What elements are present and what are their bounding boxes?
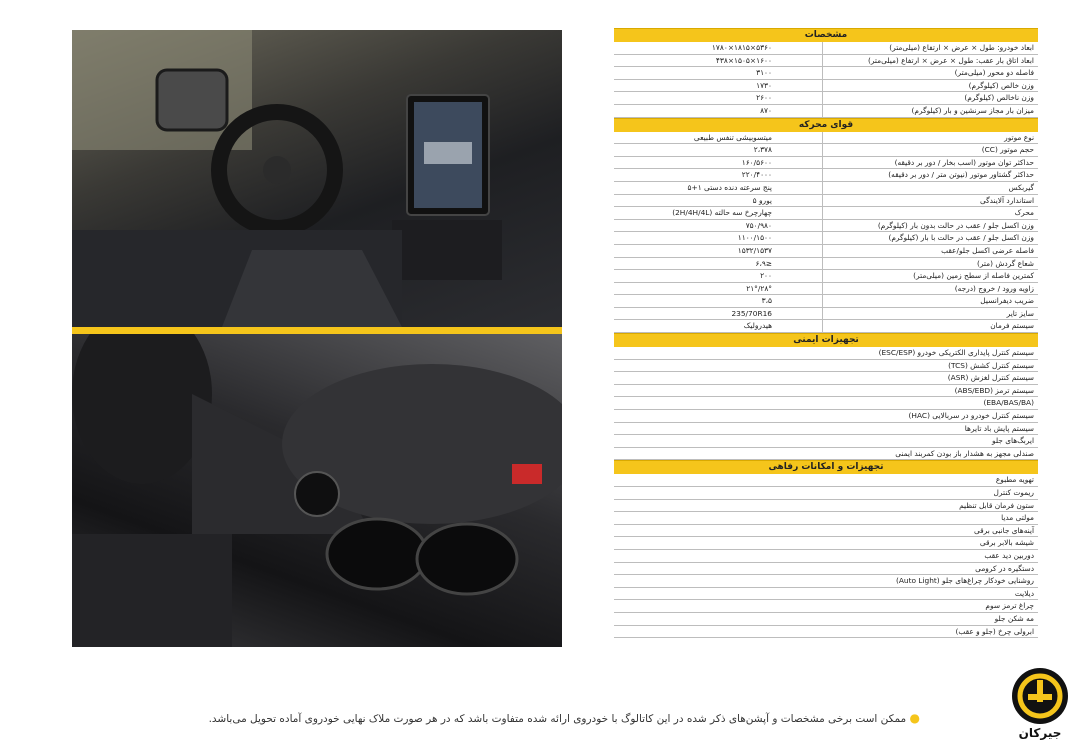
feature-label: صندلی مجهز به هشدار باز بودن کمربند ایمنی xyxy=(895,448,1034,458)
specs-section xyxy=(614,28,1038,118)
spec-row xyxy=(614,258,1038,271)
spec-row xyxy=(614,195,1038,208)
feature-row xyxy=(614,613,1038,626)
spec-label: میزان بار مجاز سرنشین و بار (کیلوگرم) xyxy=(822,105,1038,117)
spec-label: استاندارد آلایندگی xyxy=(822,195,1038,207)
spec-label: حداکثر گشتاور موتور (نیوتن متر / دور بر دقیقه) xyxy=(822,169,1038,181)
feature-row xyxy=(614,537,1038,550)
disclaimer-footnote xyxy=(160,711,920,725)
feature-row xyxy=(614,500,1038,513)
spec-label: شعاع گردش (متر) xyxy=(822,258,1038,270)
feature-label: مه شکن جلو xyxy=(994,613,1034,623)
spec-value: ۲۶۰۰ xyxy=(756,93,772,103)
spec-row xyxy=(614,132,1038,145)
feature-row xyxy=(614,487,1038,500)
spec-row xyxy=(614,42,1038,55)
feature-row xyxy=(614,347,1038,360)
feature-label: دوربین دید عقب xyxy=(984,550,1034,560)
spec-row xyxy=(614,144,1038,157)
spec-label: وزن خالص (کیلوگرم) xyxy=(822,80,1038,92)
feature-label: دستگیره در کرومی xyxy=(975,563,1034,573)
feature-label: (EBA/BAS/BA) xyxy=(983,398,1034,408)
spec-label: گیربکس xyxy=(822,182,1038,194)
spec-label: کمترین فاصله از سطح زمین (میلی‌متر) xyxy=(822,270,1038,282)
spec-row xyxy=(614,67,1038,80)
spec-value: میتسوبیشی تنفس طبیعی xyxy=(693,132,772,142)
spec-row xyxy=(614,295,1038,308)
brand-name: جیرکان xyxy=(1018,726,1062,740)
feature-label: آینه‌های جانبی برقی xyxy=(973,525,1034,535)
center-console-photo xyxy=(72,334,562,647)
dashboard-illustration xyxy=(72,30,562,327)
powertrain-section xyxy=(614,118,1038,334)
feature-label: سیستم کنترل کشش (TCS) xyxy=(948,360,1034,370)
spec-row xyxy=(614,157,1038,170)
feature-label: ریموت کنترل xyxy=(993,488,1034,497)
spec-row xyxy=(614,283,1038,296)
spec-value: ۳۱۰۰ xyxy=(756,68,772,78)
feature-row xyxy=(614,372,1038,385)
spec-row xyxy=(614,105,1038,118)
spec-value: ۵۳۶۰×۱۸۱۵×۱۷۸۰ xyxy=(711,43,772,52)
spec-value: ۲۸°/۲۱° xyxy=(746,283,772,293)
feature-row xyxy=(614,563,1038,576)
spec-row xyxy=(614,308,1038,321)
spec-label: وزن ناخالص (کیلوگرم) xyxy=(822,92,1038,104)
spec-row xyxy=(614,245,1038,258)
brand-logo xyxy=(1008,666,1072,750)
spec-value: ۸۷۰ xyxy=(760,105,772,115)
feature-label: سیستم کنترل لغزش (ASR) xyxy=(947,373,1034,383)
spec-row xyxy=(614,92,1038,105)
spec-row xyxy=(614,270,1038,283)
spec-label: حداکثر توان موتور (اسب بخار / دور بر دقیقه) xyxy=(822,157,1038,169)
feature-row xyxy=(614,423,1038,436)
spec-value: ۱۷۳۰ xyxy=(756,80,772,90)
spec-label: ابعاد خودرو: طول × عرض × ارتفاع (میلی‌متر) xyxy=(822,42,1038,54)
spec-row xyxy=(614,232,1038,245)
feature-label: سیستم کنترل پایداری الکتریکی خودرو (ESC/ESP) xyxy=(878,348,1034,358)
feature-row xyxy=(614,360,1038,373)
spec-value: هیدرولیک xyxy=(743,321,772,331)
spec-value: ۱۵۳۲/۱۵۳۷ xyxy=(737,245,772,255)
spec-label: سایز تایر xyxy=(822,308,1038,320)
spec-row xyxy=(614,320,1038,333)
feature-row xyxy=(614,588,1038,601)
spec-label: وزن اکسل جلو / عقب در حالت بدون بار (کیلوگرم) xyxy=(822,220,1038,232)
spec-value: ≤۶،۹ xyxy=(755,258,772,268)
spec-value: ۲۲۰/۴۰۰۰ xyxy=(741,170,772,180)
feature-label: ایربگ‌های جلو xyxy=(992,436,1034,446)
console-illustration xyxy=(72,334,562,647)
feature-row xyxy=(614,448,1038,461)
spec-row xyxy=(614,169,1038,182)
feature-row xyxy=(614,600,1038,613)
feature-label: تهویه مطبوع xyxy=(995,475,1034,485)
feature-label: روشنایی خودکار چراغ‌های جلو (Auto Light) xyxy=(895,576,1034,586)
spec-value: ۱۶۰۰×۱۵۰۵×۴۳۸ xyxy=(715,55,772,65)
feature-row xyxy=(614,410,1038,423)
spec-row xyxy=(614,182,1038,195)
feature-label: سیستم پایش باد تایرها xyxy=(964,423,1034,433)
spec-value: 235/70R16 xyxy=(731,308,772,318)
spec-value: چهارچرخ سه حالته (2H/4H/4L) xyxy=(672,208,772,218)
spec-label: فاصله دو محور (میلی‌متر) xyxy=(822,67,1038,79)
feature-row xyxy=(614,512,1038,525)
section-header: قوای محرکه xyxy=(614,118,1038,132)
feature-row xyxy=(614,397,1038,410)
spec-value: یورو ۵ xyxy=(752,195,772,205)
spec-label: نوع موتور xyxy=(822,132,1038,144)
spec-label: محرک xyxy=(822,207,1038,219)
spec-label: حجم موتور (CC) xyxy=(822,144,1038,156)
feature-label: سیستم کنترل خودرو در سربالایی (HAC) xyxy=(908,411,1034,421)
feature-row xyxy=(614,550,1038,563)
section-header: مشخصات xyxy=(614,28,1038,42)
spec-row xyxy=(614,207,1038,220)
spec-tables xyxy=(614,28,1038,638)
spec-value: ۱۱۰۰/۱۵۰۰ xyxy=(737,233,772,243)
safety-section xyxy=(614,333,1038,460)
feature-label: مولتی مدیا xyxy=(1001,513,1034,523)
spec-value: ۳،۵ xyxy=(761,296,772,306)
feature-row xyxy=(614,474,1038,487)
spec-value: ۲،۳۷۸ xyxy=(753,145,772,155)
section-header: تجهیزات و امکانات رفاهی xyxy=(614,460,1038,474)
comfort-section xyxy=(614,460,1038,638)
feature-label: سیستم ترمز (ABS/EBD) xyxy=(954,385,1034,395)
spec-label: زاویه ورود / خروج (درجه) xyxy=(822,283,1038,295)
spec-row xyxy=(614,80,1038,93)
feature-row xyxy=(614,385,1038,398)
feature-label: چراغ ترمز سوم xyxy=(985,601,1034,611)
feature-row xyxy=(614,626,1038,639)
spec-row xyxy=(614,55,1038,68)
spec-value: ۲۰۰ xyxy=(760,271,772,281)
feature-row xyxy=(614,575,1038,588)
feature-label: شیشه بالابر برقی xyxy=(979,538,1034,548)
feature-row xyxy=(614,525,1038,538)
spec-label: ضریب دیفرانسیل xyxy=(822,295,1038,307)
section-header: تجهیزات ایمنی xyxy=(614,333,1038,347)
bullet-icon: ● xyxy=(909,711,920,725)
spec-label: فاصله عرضی اکسل جلو/عقب xyxy=(822,245,1038,257)
photo-divider xyxy=(72,327,562,334)
spec-value: ۱۶۰/۵۶۰۰ xyxy=(741,157,772,167)
feature-label: دیلایت xyxy=(1014,588,1034,598)
spec-value: ۷۵۰/۹۸۰ xyxy=(745,220,772,230)
brand-logo-icon xyxy=(1008,666,1072,726)
feature-label: ابرولی چرخ (جلو و عقب) xyxy=(955,626,1034,636)
spec-row xyxy=(614,220,1038,233)
spec-value: پنج سرعته دنده دستی ۱+۵ xyxy=(687,182,772,192)
feature-label: ستون فرمان قابل تنظیم xyxy=(959,500,1034,510)
disclaimer-text: ممکن است برخی مشخصات و آپشن‌های ذکر شده در این کاتالوگ با خودروی ارائه شده متفاوت باشد که در هر صورت ملاک نهایی خودروی آماده تحویل می‌باشد. xyxy=(208,713,907,725)
feature-row xyxy=(614,435,1038,448)
interior-dashboard-photo xyxy=(72,30,562,327)
spec-label: ابعاد اتاق بار عقب: طول × عرض × ارتفاع (میلی‌متر) xyxy=(822,55,1038,67)
spec-label: وزن اکسل جلو / عقب در حالت با بار (کیلوگرم) xyxy=(822,232,1038,244)
spec-label: سیستم فرمان xyxy=(822,320,1038,332)
